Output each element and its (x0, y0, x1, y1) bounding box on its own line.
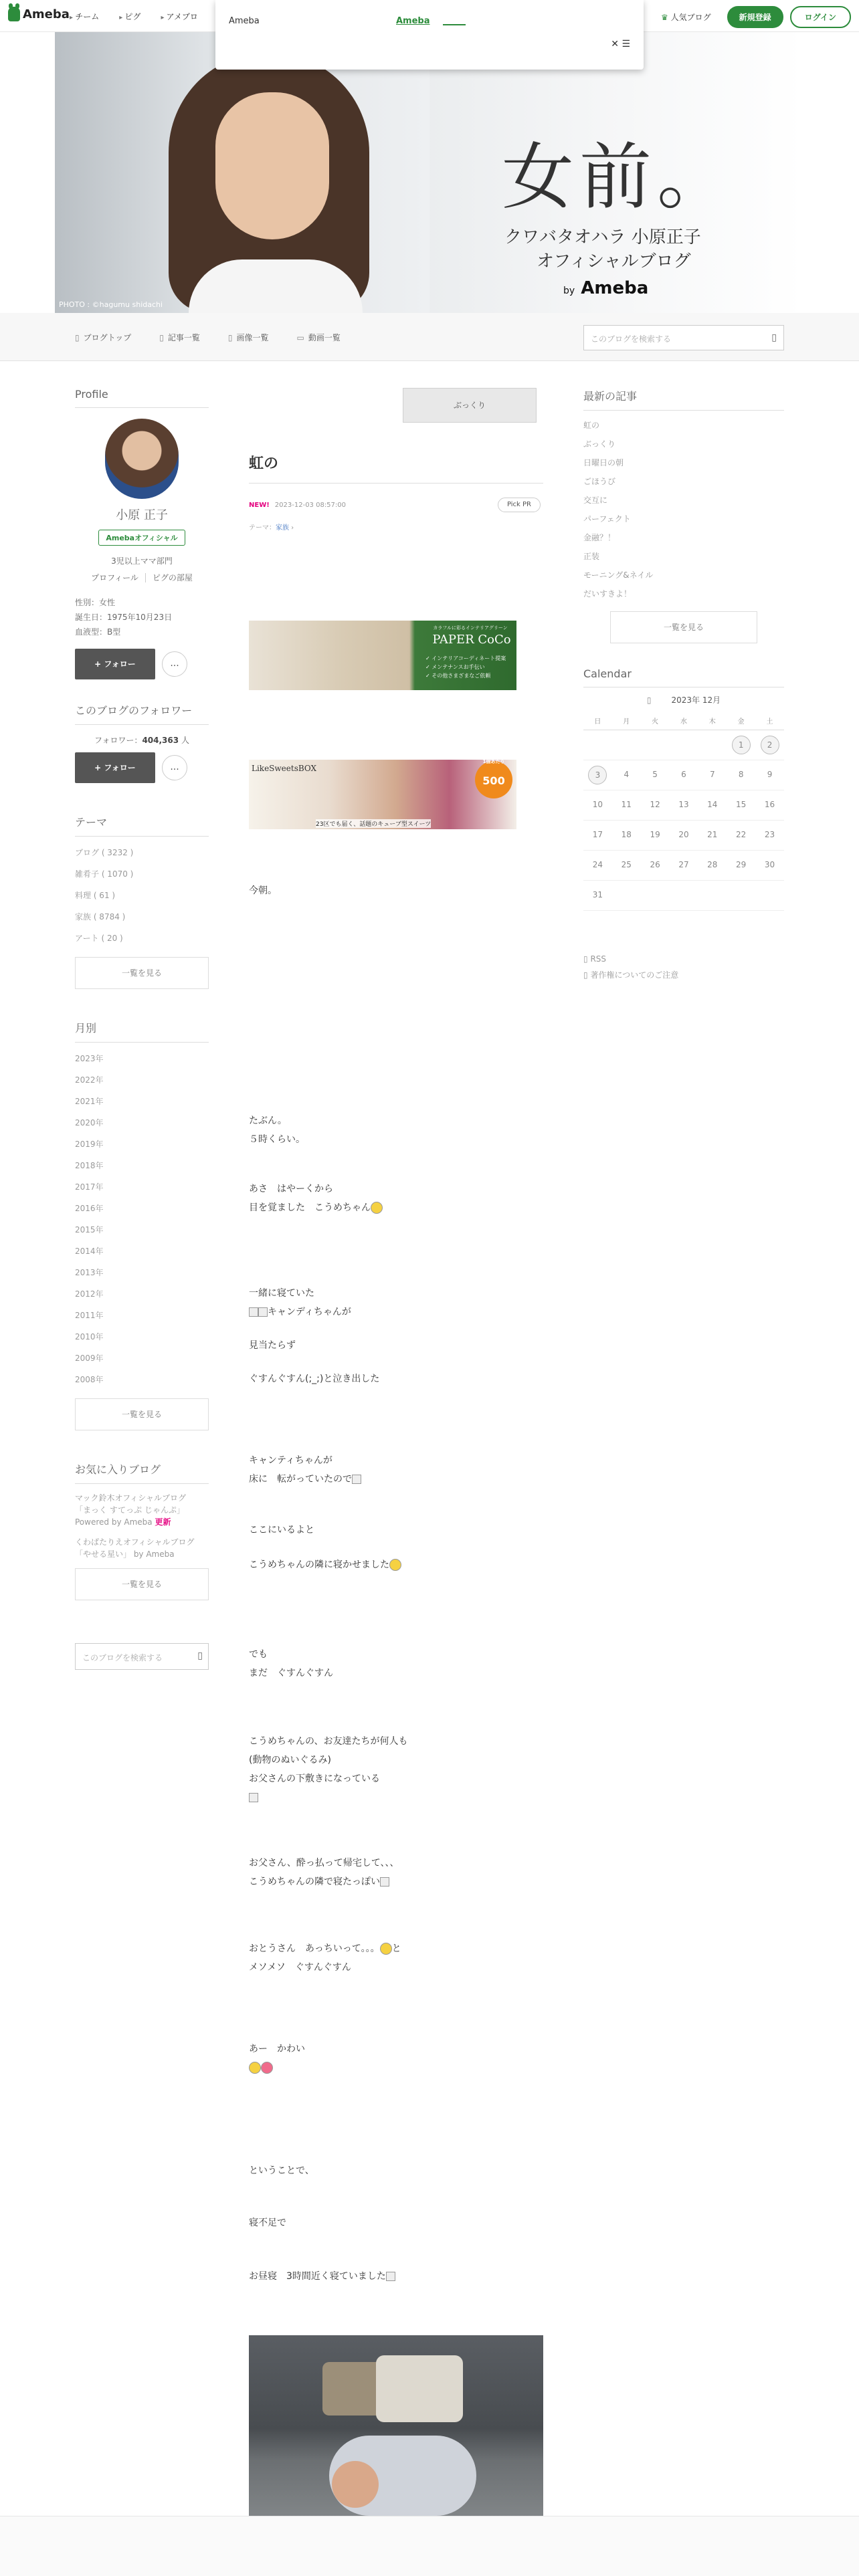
calendar-day[interactable]: 30 (755, 850, 784, 880)
home-icon: ▯ (75, 333, 80, 342)
entry-paragraph: あー かわい (249, 2040, 305, 2077)
calendar-day[interactable]: 29 (727, 850, 755, 880)
popular-blog-link[interactable]: ♛ 人気ブログ (660, 13, 711, 22)
entry-paragraph: ということで、 (249, 2165, 314, 2176)
emoji-icon (371, 1202, 383, 1214)
follow-button-2[interactable]: + フォロー (75, 752, 155, 783)
login-button[interactable]: ログイン (790, 6, 851, 28)
more-menu-button-2[interactable]: ... (162, 755, 187, 780)
blog-subtitle-2: オフィシャルブログ (537, 251, 691, 272)
blog-header-banner[interactable] (55, 32, 804, 313)
recent-item[interactable]: ごほうび (583, 477, 616, 486)
entry-paragraph: 寝不足で (249, 2218, 286, 2228)
follow-button[interactable]: + フォロー (75, 649, 155, 679)
entry-theme: テーマ：家族 › (249, 524, 294, 532)
recent-item[interactable]: 交互に (583, 496, 608, 505)
recent-item[interactable]: だいすきよ！ (583, 589, 632, 599)
search-icon[interactable]: ▯ (771, 332, 777, 343)
broken-image-icon (352, 1475, 361, 1484)
followers-heading: このブログのフォロワー (75, 702, 209, 725)
entry-paragraph: でも まだ ぐすんぐすん (249, 1649, 333, 1679)
crown-icon: ♛ (660, 13, 668, 22)
broken-image-icon (380, 1877, 389, 1887)
calendar-day[interactable]: 3 (583, 760, 612, 790)
calendar-day[interactable]: 14 (698, 790, 727, 820)
theme-list (75, 842, 209, 949)
favorites-heading: お気に入りブログ (75, 1461, 209, 1484)
recent-see-all-button[interactable]: 一覧を見る (610, 611, 757, 643)
ad-banner-paper-coco[interactable]: カラフルに彩るインテリアグリーン PAPER CoCo ✓ インテリアコーディネート提案 ✓ メンテナンスお手伝い ✓ その他さまざまなご依頼 (249, 621, 516, 690)
entry-paragraph: ここにいるよと (249, 1525, 314, 1535)
emoji-icon (389, 1559, 401, 1571)
search-icon[interactable]: ▯ (197, 1650, 203, 1661)
theme-item[interactable]: 家族 ( 8784 ) (75, 912, 126, 922)
month-item[interactable]: 2016年 (75, 1204, 104, 1213)
notice-icon: ▯ (583, 970, 588, 980)
list-icon: ▯ (159, 333, 164, 342)
recent-item[interactable]: 虹の (583, 421, 600, 430)
monthly-list (75, 1048, 209, 1390)
rss-link[interactable]: ▯ RSS (583, 954, 607, 964)
right-sidebar (583, 388, 784, 983)
recent-item[interactable]: モーニング&ネイル (583, 570, 654, 580)
broken-image-icon (258, 1307, 268, 1317)
broken-image-icon (249, 1793, 258, 1802)
logo-text: Ameba (23, 7, 70, 21)
favorites-see-all-button[interactable]: 一覧を見る (75, 1568, 209, 1600)
theme-item[interactable]: 料理 ( 61 ) (75, 891, 116, 900)
nav-video-list[interactable]: ▭ 動画一覧 (296, 333, 341, 342)
theme-item[interactable]: ブログ ( 3232 ) (75, 848, 134, 857)
left-sidebar (75, 388, 209, 1670)
profile-links (75, 572, 209, 583)
theme-item[interactable]: アート ( 20 ) (75, 934, 123, 943)
ameba-popup (215, 0, 644, 70)
entry-paragraph: あさ はやーくから 目を覚ました こうめちゃん (249, 1180, 383, 1217)
month-item[interactable]: 2015年 (75, 1225, 104, 1235)
calendar-day (583, 730, 612, 760)
ameba-logo-icon (8, 7, 20, 21)
calendar-day[interactable]: 16 (755, 790, 784, 820)
calendar-day[interactable]: 13 (670, 790, 698, 820)
recent-list (583, 416, 784, 603)
price-badge: 1個あたり 500 (475, 761, 512, 798)
month-item[interactable]: 2011年 (75, 1311, 104, 1320)
calendar-table (583, 712, 784, 911)
entry-photo[interactable] (249, 2335, 543, 2543)
month-item[interactable]: 2017年 (75, 1182, 104, 1192)
favorite-blog-item[interactable]: くわばたりえオフィシャルブログ 「やせる星い」 by Ameba (75, 1537, 195, 1559)
nav-entry-list[interactable]: ▯ 記事一覧 (159, 333, 200, 342)
calendar-day[interactable]: 26 (641, 850, 670, 880)
month-item[interactable]: 2010年 (75, 1332, 104, 1341)
emoji-icon (249, 2062, 261, 2074)
calendar-day[interactable]: 6 (670, 760, 698, 790)
profile-rank[interactable]: 3児以上ママ部門 (111, 556, 173, 566)
month-item[interactable]: 2020年 (75, 1118, 104, 1128)
month-item[interactable]: 2008年 (75, 1375, 104, 1384)
by-ameba-logo: by Ameba (563, 278, 649, 298)
calendar-day[interactable]: 10 (583, 790, 612, 820)
global-nav (70, 11, 198, 22)
monthly-heading: 月別 (75, 1020, 209, 1043)
calendar-weekday: 土 (755, 712, 784, 730)
blog-search-input[interactable]: このブログを検索する ▯ (583, 325, 784, 350)
entry-paragraph: おとうさん あっちいって。。。 と メソメソ ぐすんぐすん (249, 1943, 401, 1973)
entry-paragraph: キャンティちゃんが 床に 転がっていたので (249, 1451, 361, 1489)
entry-paragraph: 今朝。 (249, 885, 277, 896)
calendar-day[interactable]: 11 (612, 790, 641, 820)
month-item[interactable]: 2019年 (75, 1140, 104, 1149)
calendar-weekday: 水 (670, 712, 698, 730)
official-badge: Amebaオフィシャル (98, 530, 185, 546)
month-item[interactable]: 2021年 (75, 1097, 104, 1106)
ad-banner-likesweetsbox[interactable]: LikeSweetsBOX 1個あたり 500 23区でも届く、話題のキューブ型スイーツ (249, 760, 516, 829)
popup-link[interactable]: Ameba (396, 16, 430, 26)
calendar-day[interactable]: 22 (727, 820, 755, 850)
month-item[interactable]: 2014年 (75, 1247, 104, 1256)
photo-credit: PHOTO : ©hagumu shidachi (59, 300, 163, 309)
blog-subtitle-1: クワバタオハラ 小原正子 (504, 227, 701, 247)
profile-details: 性別：女性 誕生日：1975年10月23日 血液型：B型 (75, 598, 173, 637)
more-menu-button[interactable]: ... (162, 651, 187, 677)
favorite-blog-item[interactable]: マック鈴木オフィシャルブログ 「まっく すてっぷ じゃんぷ」 Powered by Ameba 更新 (75, 1493, 186, 1527)
calendar-weekday: 火 (641, 712, 670, 730)
theme-heading: テーマ (75, 814, 209, 837)
nav-image-list[interactable]: ▯ 画像一覧 (227, 333, 269, 342)
right-links (583, 951, 784, 983)
nav-team-link[interactable]: ▸ チーム (70, 11, 99, 22)
month-item[interactable]: 2012年 (75, 1289, 104, 1299)
image-icon: ▯ (227, 333, 233, 342)
page-footer-edge (0, 2516, 859, 2576)
calendar-day[interactable]: 31 (583, 880, 612, 910)
calendar-day (670, 730, 698, 760)
header-actions (661, 6, 851, 28)
popup-tab-indicator (443, 24, 466, 25)
nav-pigg-link[interactable]: ▸ ピグ (119, 11, 140, 22)
entry-paragraph: こうめちゃんの、お友達たちが何人も (動物のぬいぐるみ) お父さんの下敷きになっている (249, 1732, 407, 1807)
calendar-day (698, 730, 727, 760)
calendar-day[interactable]: 15 (727, 790, 755, 820)
entry-paragraph: お父さん、酔っ払って帰宅して、、、 こうめちゃんの隣で寝たっぽい (249, 1858, 399, 1887)
theme-see-all-button[interactable]: 一覧を見る (75, 957, 209, 989)
calendar-day[interactable]: 17 (583, 820, 612, 850)
profile-avatar[interactable] (105, 419, 179, 499)
calendar-day (698, 880, 727, 910)
broken-image-icon (386, 2272, 395, 2281)
theme-item[interactable]: 雑肴子 ( 1070 ) (75, 869, 134, 879)
entry-theme-link[interactable]: 家族 (276, 524, 289, 532)
popup-title: Ameba (229, 16, 260, 26)
calendar-day[interactable]: 7 (698, 760, 727, 790)
month-item[interactable]: 2022年 (75, 1075, 104, 1085)
register-button[interactable]: 新規登録 (727, 6, 783, 28)
recent-item[interactable]: ぶっくり (583, 439, 616, 449)
entry-datetime: 2023-12-03 08:57:00 (274, 502, 347, 509)
calendar-day[interactable]: 2 (755, 730, 784, 760)
prev-month-icon[interactable]: ▯ (646, 695, 652, 705)
calendar-day[interactable]: 21 (698, 820, 727, 850)
monthly-see-all-button[interactable]: 一覧を見る (75, 1398, 209, 1430)
entry-paragraph: ぐすんぐすん(;_;)と泣き出した (249, 1374, 380, 1384)
rss-icon: ▯ (583, 954, 588, 964)
recent-heading: 最新の記事 (583, 388, 784, 411)
banner-portrait (169, 52, 369, 313)
follower-count: フォロワー：404,363 人 (94, 736, 189, 745)
calendar-day[interactable]: 8 (727, 760, 755, 790)
entry-paragraph: こうめちゃんの隣に寝かせました (249, 1555, 401, 1574)
sidebar-search-input[interactable]: このブログを検索する ▯ (75, 1643, 209, 1670)
calendar-weekday: 日 (583, 712, 612, 730)
calendar-day (641, 730, 670, 760)
broken-image-icon (249, 1307, 258, 1317)
nav-blog-top[interactable]: ▯ ブログトップ (75, 333, 132, 342)
calendar-day (641, 880, 670, 910)
calendar-day[interactable]: 24 (583, 850, 612, 880)
popup-close-icon[interactable]: ✕ ☰ (611, 39, 630, 49)
entry-paragraph: 見当たらず (249, 1340, 296, 1351)
calendar-day[interactable]: 9 (755, 760, 784, 790)
calendar-day (755, 880, 784, 910)
entry-paragraph: お昼寝 3時間近く寝ていました (249, 2267, 395, 2286)
nav-ameblo-link[interactable]: ▸ アメブロ (161, 11, 197, 22)
calendar-day (670, 880, 698, 910)
recent-item[interactable]: 金融？！ (583, 533, 616, 542)
calendar-day (612, 880, 641, 910)
blog-title: 女前。 (502, 136, 735, 219)
calendar-weekday: 金 (727, 712, 755, 730)
entry-title[interactable]: 虹の (249, 455, 279, 472)
prev-entry-button[interactable]: ぶっくり (403, 388, 537, 423)
calendar-month: ▯ 2023年 12月 (646, 695, 721, 705)
month-item[interactable]: 2013年 (75, 1268, 104, 1277)
pigg-room-link[interactable]: ピグの部屋 (145, 573, 193, 582)
calendar-day[interactable]: 12 (641, 790, 670, 820)
calendar-weekday: 木 (698, 712, 727, 730)
entry-paragraph: 一緒に寝ていた キャンディちゃんが (249, 1288, 351, 1317)
heart-emoji-icon (261, 2062, 273, 2074)
emoji-icon (380, 1943, 392, 1955)
entry-meta: NEW! 2023-12-03 08:57:00 (249, 502, 347, 509)
calendar-day[interactable]: 18 (612, 820, 641, 850)
entry-divider (249, 483, 543, 484)
entry-paragraph: たぶん。 ５時くらい。 (249, 1115, 305, 1145)
calendar-day[interactable]: 19 (641, 820, 670, 850)
profile-name[interactable]: 小原 正子 (116, 508, 168, 522)
pick-pr-button[interactable]: Pick PR (498, 498, 541, 512)
blog-nav (0, 313, 859, 361)
month-item[interactable]: 2018年 (75, 1161, 104, 1170)
video-icon: ▭ (296, 333, 304, 342)
profile-link[interactable]: プロフィール (91, 573, 138, 582)
calendar-day (727, 880, 755, 910)
copyright-link[interactable]: ▯ 著作権についてのご注意 (583, 970, 679, 980)
calendar-day[interactable]: 28 (698, 850, 727, 880)
calendar-day[interactable]: 1 (727, 730, 755, 760)
calendar-day[interactable]: 23 (755, 820, 784, 850)
calendar-day[interactable]: 27 (670, 850, 698, 880)
recent-item[interactable]: 日曜日の朝 (583, 458, 624, 467)
ameba-logo[interactable] (8, 7, 70, 21)
calendar-weekday: 月 (612, 712, 641, 730)
recent-item[interactable]: 正装 (583, 552, 600, 561)
calendar-day[interactable]: 25 (612, 850, 641, 880)
calendar-day[interactable]: 20 (670, 820, 698, 850)
calendar-day[interactable]: 5 (641, 760, 670, 790)
profile-heading: Profile (75, 388, 209, 408)
month-item[interactable]: 2009年 (75, 1354, 104, 1363)
recent-item[interactable]: パーフェクト (583, 514, 631, 524)
calendar-day (612, 730, 641, 760)
month-item[interactable]: 2023年 (75, 1054, 104, 1063)
calendar-heading: Calendar (583, 667, 784, 687)
calendar-day[interactable]: 4 (612, 760, 641, 790)
